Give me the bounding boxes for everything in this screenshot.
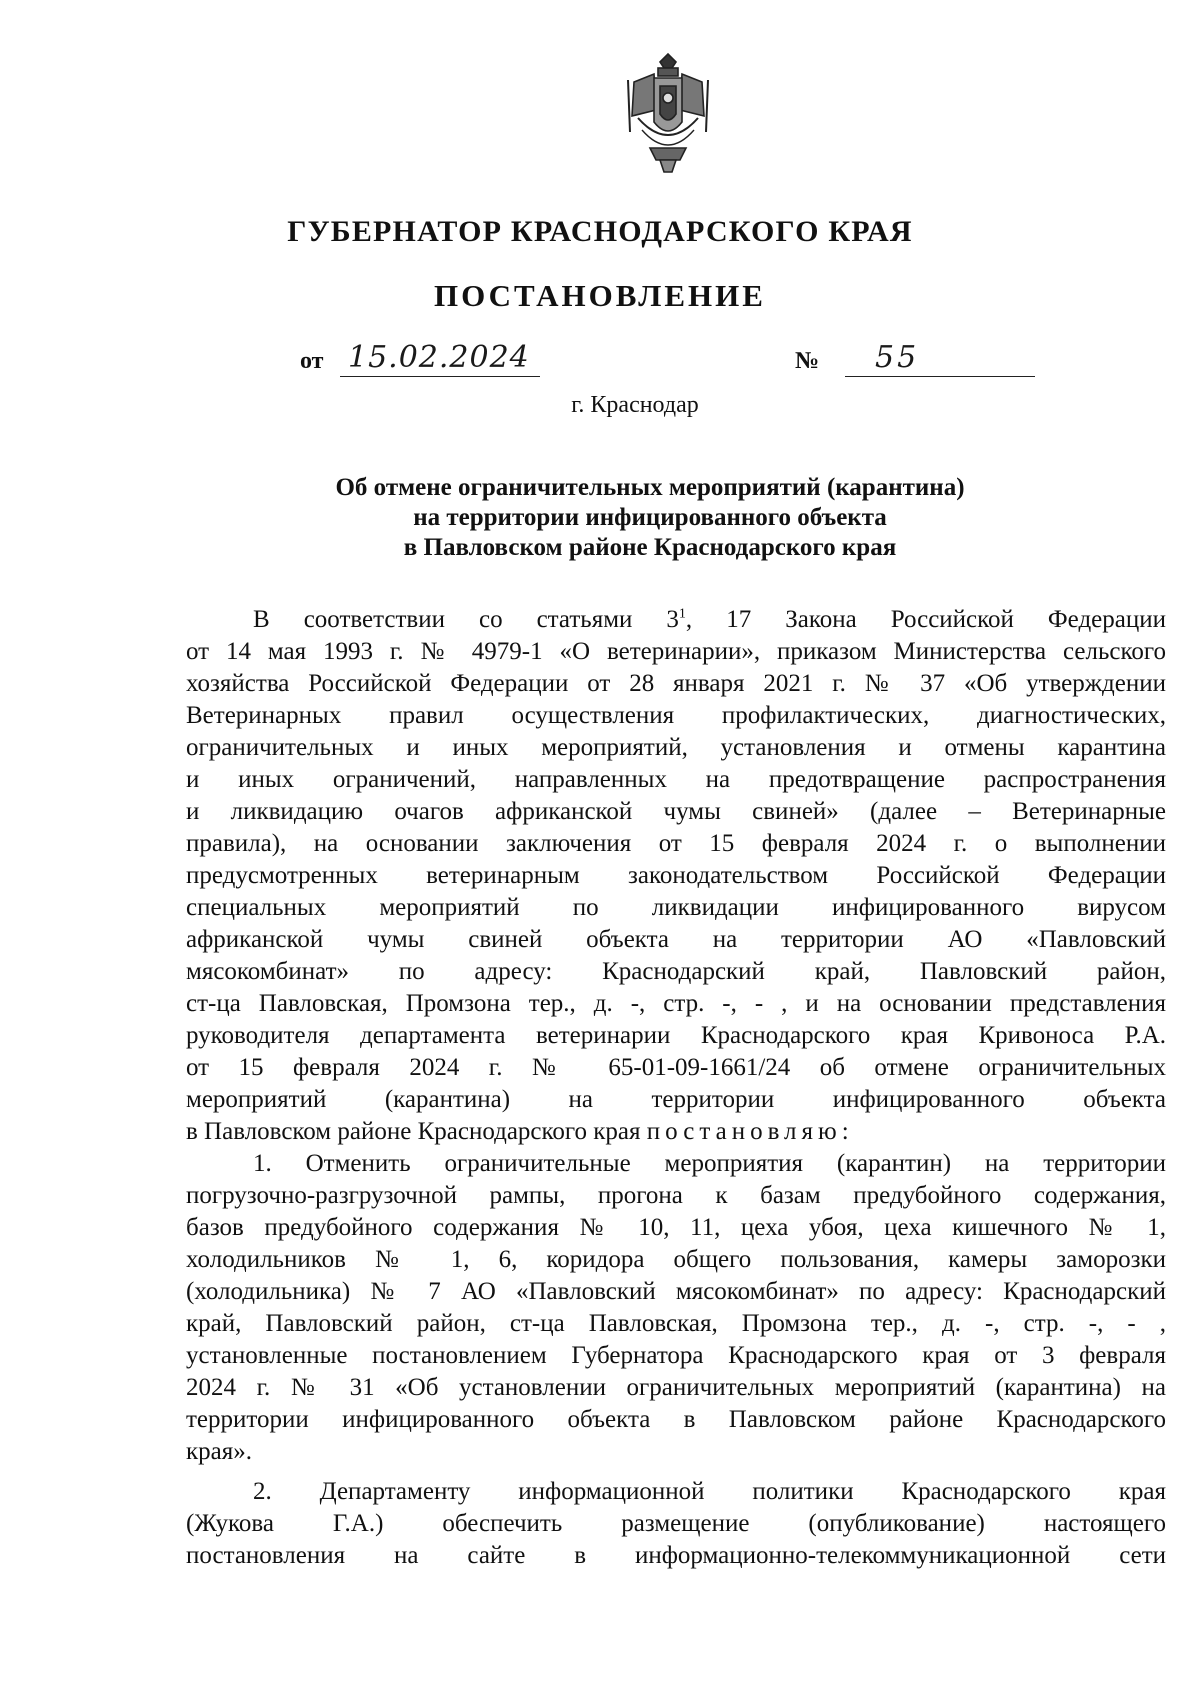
preamble-line: предусмотренных ветеринарным законодательством Российской Федерации — [186, 862, 1166, 889]
preamble-line: африканской чумы свиней объекта на территории АО «Павловский — [186, 926, 1166, 953]
number-underline — [845, 376, 1035, 377]
item-1-line: установленные постановлением Губернатора Краснодарского края от 3 февраля — [186, 1342, 1166, 1369]
coat-of-arms-emblem — [620, 52, 716, 182]
preamble-line: ограничительных и иных мероприятий, установления и отмены карантина — [186, 734, 1166, 761]
resolves-word: постановляю: — [646, 1118, 854, 1145]
preamble-line: в Павловском районе Краснодарского края постановляю: — [186, 1118, 854, 1145]
date-number-row — [300, 340, 1040, 380]
preamble-line: ст-ца Павловская, Промзона тер., д. -, стр. -, - , и на основании представления — [186, 990, 1166, 1017]
date-underline — [340, 376, 540, 377]
item-1-line: территории инфицированного объекта в Павловском районе Краснодарского — [186, 1406, 1166, 1433]
city-of-issue: г. Краснодар — [571, 392, 699, 418]
title-line: Об отмене ограничительных мероприятий (карантина) — [335, 474, 965, 501]
preamble-line: и ликвидацию очагов африканской чумы свиней» (далее – Ветеринарные — [186, 798, 1166, 825]
document-title — [250, 473, 1050, 563]
item-1-line: базов предубойного содержания № 10, 11, цеха убоя, цеха кишечного № 1, — [186, 1214, 1166, 1241]
handwritten-number: 55 — [875, 340, 920, 375]
preamble-line: В соответствии со статьями $3^1$, 17 Закона Российской Федерации — [253, 606, 1166, 633]
preamble-line: и иных ограничений, направленных на предотвращение распространения — [186, 766, 1166, 793]
item-1-line: 1. Отменить ограничительные мероприятия (карантин) на территории — [253, 1150, 1166, 1177]
item-1-line: края». — [186, 1438, 252, 1465]
item-1-line: (холодильника) № 7 АО «Павловский мясокомбинат» по адресу: Краснодарский — [186, 1278, 1166, 1305]
preamble-line: мероприятий (карантина) на территории инфицированного объекта — [186, 1086, 1166, 1113]
preamble-line: специальных мероприятий по ликвидации инфицированного вирусом — [186, 894, 1166, 921]
document-type-heading: ПОСТАНОВЛЕНИЕ — [434, 278, 766, 313]
preamble-line: мясокомбинат» по адресу: Краснодарский край, Павловский район, — [186, 958, 1166, 985]
preamble-line: хозяйства Российской Федерации от 28 января 2021 г. № 37 «Об утверждении — [186, 670, 1166, 697]
item-1-line: холодильников № 1, 6, коридора общего пользования, камеры заморозки — [186, 1246, 1166, 1273]
preamble-line: Ветеринарных правил осуществления профилактических, диагностических, — [186, 702, 1166, 729]
title-line: на территории инфицированного объекта — [413, 504, 887, 531]
item-2-line: (Жукова Г.А.) обеспечить размещение (опубликование) настоящего — [186, 1510, 1166, 1537]
preamble-line: правила), на основании заключения от 15 февраля 2024 г. о выполнении — [186, 830, 1166, 857]
date-prefix: от — [300, 348, 324, 374]
preamble-line: от 14 мая 1993 г. № 4979-1 «О ветеринарии», приказом Министерства сельского — [186, 638, 1166, 665]
item-1-line: 2024 г. № 31 «Об установлении ограничительных мероприятий (карантина) на — [186, 1374, 1166, 1401]
title-line: в Павловском районе Краснодарского края — [403, 534, 897, 561]
handwritten-date: 15.02.2024 — [348, 340, 530, 375]
item-2-line: постановления на сайте в информационно-телекоммуникационной сети — [186, 1542, 1166, 1569]
item-1-line: край, Павловский район, ст-ца Павловская, Промзона тер., д. -, стр. -, - , — [186, 1310, 1166, 1337]
issuing-authority: ГУБЕРНАТОР КРАСНОДАРСКОГО КРАЯ — [287, 215, 913, 248]
superscript: 1 — [678, 606, 686, 622]
item-1-line: погрузочно-разгрузочной рампы, прогона к базам предубойного содержания, — [186, 1182, 1166, 1209]
preamble-line: руководителя департамента ветеринарии Краснодарского края Кривоноса Р.А. — [186, 1022, 1166, 1049]
item-2-line: 2. Департаменту информационной политики Краснодарского края — [253, 1478, 1166, 1505]
document-body — [186, 604, 1166, 1572]
preamble-line: от 15 февраля 2024 г. № 65-01-09-1661/24 об отмене ограничительных — [186, 1054, 1166, 1081]
number-prefix: № — [795, 348, 820, 374]
